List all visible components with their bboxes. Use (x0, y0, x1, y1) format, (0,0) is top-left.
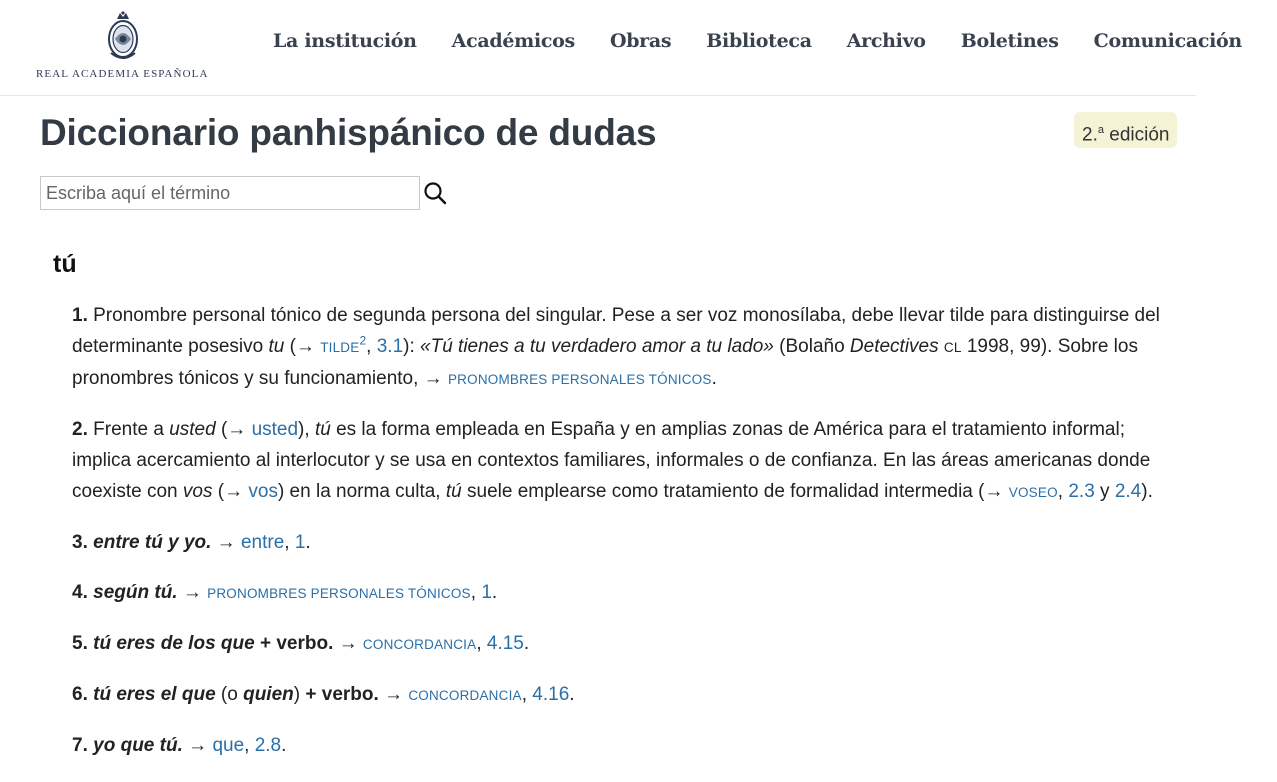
def-text: . (281, 735, 287, 756)
link-ref-2-4[interactable]: 2.4 (1114, 481, 1142, 502)
link-usted[interactable]: usted (251, 419, 299, 440)
link-ref-4-16[interactable]: 4.16 (532, 684, 570, 705)
def-number: 5. (72, 633, 88, 654)
def-text: (→ (215, 419, 252, 440)
rae-logo[interactable] (36, 9, 210, 85)
def-phrase: yo que tú. (93, 735, 183, 756)
def-text: ). (1141, 481, 1153, 502)
link-pronombres[interactable]: PRONOMBRES PERSONALES TÓNICOS (207, 586, 471, 601)
def-text: , (366, 336, 377, 357)
def-term: tú (445, 481, 462, 502)
nav-item-obras[interactable]: Obras (609, 30, 672, 52)
def-text: ) (293, 684, 301, 705)
arrow-text: → (211, 532, 241, 553)
def-text: , (521, 684, 533, 705)
def-text: . (305, 532, 311, 553)
link-voseo[interactable]: VOSEO (1008, 485, 1058, 500)
link-tilde-sup[interactable]: 2 (359, 333, 367, 348)
def-text: 1998, 99). Sobre los pronombres tónicos y su funcionamiento, → (72, 336, 1138, 389)
arrow-text: → (333, 633, 363, 654)
def-plus: + verbo. (300, 684, 379, 705)
def-text: Frente a (87, 419, 170, 440)
nav-item-institucion[interactable]: La institución (273, 30, 417, 52)
edition-label: edición (1103, 124, 1170, 146)
def-phrase: tú eres el que (93, 684, 216, 705)
edition-ordinal: a (1097, 124, 1104, 136)
def-number: 1. (72, 305, 88, 326)
def-text: , (1057, 481, 1069, 502)
def-text: , (476, 633, 487, 654)
def-text: , (470, 582, 482, 603)
def-text: (o (215, 684, 244, 705)
definition-6 (72, 679, 1182, 711)
link-ref-2-3[interactable]: 2.3 (1068, 481, 1095, 502)
def-text: , (284, 532, 295, 553)
link-concordancia[interactable]: CONCORDANCIA (362, 637, 477, 652)
def-number: 4. (72, 582, 88, 603)
link-tilde[interactable]: TILDE (320, 340, 360, 355)
def-number: 6. (72, 684, 88, 705)
definition-5 (72, 628, 1182, 660)
link-que[interactable]: que (212, 735, 245, 756)
definition-2 (72, 414, 1182, 508)
definition-3 (72, 527, 1182, 558)
page-title: Diccionario panhispánico de dudas (40, 112, 657, 153)
edition-badge[interactable] (1074, 112, 1177, 148)
arrow-text: → (177, 582, 208, 603)
def-phrase: entre tú y yo. (93, 532, 212, 553)
nav-item-academicos[interactable]: Académicos (451, 30, 575, 52)
def-term: tú (314, 419, 331, 440)
definition-7 (72, 730, 1182, 761)
def-term: usted (169, 419, 216, 440)
link-vos[interactable]: vos (248, 481, 278, 502)
def-phrase: según tú. (93, 582, 178, 603)
def-term: tu (268, 336, 285, 357)
entry-headword: tú (53, 250, 77, 278)
def-text: ): (403, 336, 421, 357)
link-ref-4-15[interactable]: 4.15 (486, 633, 524, 654)
def-text: , (244, 735, 255, 756)
search-input[interactable] (40, 176, 420, 210)
def-number: 7. (72, 735, 88, 756)
def-text: . (523, 633, 530, 654)
link-concordancia[interactable]: CONCORDANCIA (408, 688, 522, 703)
def-text: ), (298, 419, 315, 440)
def-text: suele emplearse como tratamiento de formalidad intermedia (→ (461, 481, 1009, 502)
nav-item-boletines[interactable]: Boletines (960, 30, 1059, 52)
def-text: (→ (284, 336, 321, 357)
def-text: (Bolaño (773, 336, 850, 357)
link-ref-3-1[interactable]: 3.1 (376, 336, 404, 357)
definition-1 (72, 300, 1182, 395)
def-country: CL (943, 340, 962, 355)
arrow-text: → (378, 684, 409, 705)
def-book: Detectives (849, 336, 939, 357)
def-text: es la forma empleada en España y en amplias zonas de América para el tratamiento informal; implica acercamiento al interlocutor y se usa en contextos familiares, informales o de confianza. En las áreas americanas donde coexiste con (72, 419, 1151, 502)
nav-item-archivo[interactable]: Archivo (846, 30, 926, 52)
link-pronombres[interactable]: PRONOMBRES PERSONALES TÓNICOS (447, 372, 712, 387)
rae-crest-icon (103, 9, 143, 63)
definition-4 (72, 577, 1182, 609)
link-ref-1[interactable]: 1 (481, 582, 492, 603)
def-text: . (711, 368, 717, 389)
nav-item-comunicacion[interactable]: Comunicación (1093, 30, 1242, 52)
def-text: (→ (212, 481, 249, 502)
logo-text: REAL ACADEMIA ESPAÑOLA (36, 68, 209, 80)
def-number: 2. (72, 419, 88, 440)
def-number: 3. (72, 532, 88, 553)
link-ref-2-8[interactable]: 2.8 (254, 735, 282, 756)
def-text: . (491, 582, 498, 603)
def-text: y (1094, 481, 1115, 502)
def-plus: + verbo. (254, 633, 334, 654)
def-term: vos (182, 481, 213, 502)
def-phrase-alt: quien (243, 684, 294, 705)
search-icon[interactable] (422, 180, 448, 206)
nav-item-biblioteca[interactable]: Biblioteca (706, 30, 812, 52)
definitions-list (72, 300, 1182, 780)
link-ref-1[interactable]: 1 (294, 532, 306, 553)
edition-number: 2. (1082, 124, 1098, 146)
def-phrase: tú eres de los que (93, 633, 255, 654)
def-text: . (569, 684, 575, 705)
arrow-text: → (182, 735, 213, 756)
link-entre[interactable]: entre (240, 532, 285, 553)
top-navigation-bar (0, 0, 1242, 96)
def-text: ) en la norma culta, (277, 481, 446, 502)
main-nav (273, 30, 1242, 60)
def-quote: «Tú tienes a tu verdadero amor a tu lado» (420, 336, 774, 357)
def-text: Pronombre personal tónico de segunda persona del singular. Pese a ser voz monosílaba, debe llevar tilde para distinguirse del determinante posesivo (72, 305, 1160, 357)
